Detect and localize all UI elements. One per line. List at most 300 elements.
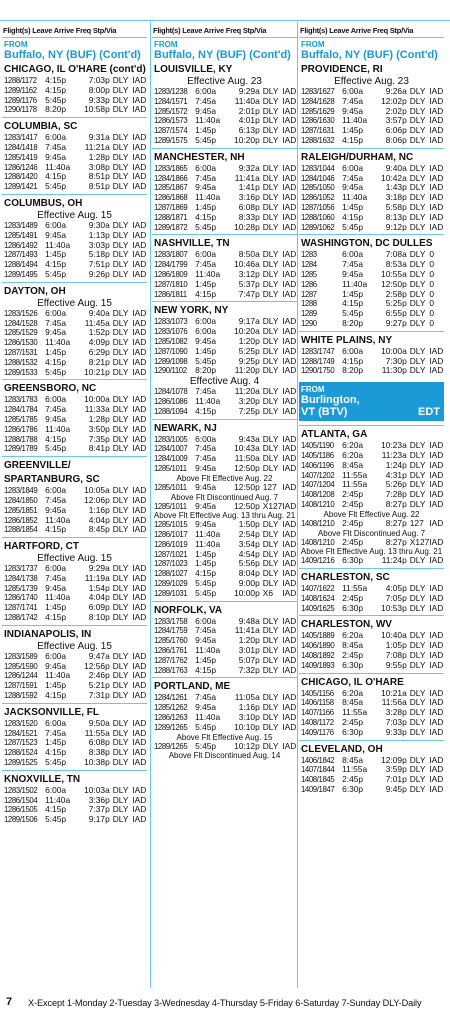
depart-time: 4:15p bbox=[342, 134, 364, 145]
effective-note: Effective Aug. 15 bbox=[37, 553, 112, 565]
flight-number: 1409/1216 bbox=[301, 556, 335, 566]
arrive-time: 10:21a bbox=[381, 687, 407, 698]
stops-via: 0 bbox=[429, 298, 434, 309]
destination-city: CHARLESTON, WV bbox=[301, 619, 392, 631]
depart-time: 7:45a bbox=[45, 404, 67, 415]
flight-number: 1285/1572 bbox=[154, 106, 188, 116]
depart-time: 2:45p bbox=[342, 774, 364, 785]
flight-row bbox=[2, 613, 147, 623]
arrive-time: 9:50a bbox=[88, 717, 110, 728]
frequency: DLY bbox=[409, 95, 426, 106]
flight-number: 1284 bbox=[301, 260, 317, 270]
frequency: DLY bbox=[409, 449, 426, 460]
depart-time: 7:45a bbox=[342, 172, 364, 183]
flight-number: 1289/1029 bbox=[154, 579, 188, 589]
flight-number: 1288/1592 bbox=[4, 691, 38, 701]
stops-via: IAD bbox=[282, 558, 297, 569]
arrive-time: 4:09p bbox=[88, 337, 110, 348]
frequency: DLY bbox=[262, 443, 279, 454]
frequency: DLY bbox=[262, 326, 279, 337]
flight-row bbox=[152, 366, 297, 376]
frequency: DLY bbox=[262, 288, 279, 299]
stops-via: IAD bbox=[429, 726, 444, 737]
destination-city: KNOXVILLE, TN bbox=[4, 773, 81, 785]
depart-time: 2:45p bbox=[342, 717, 364, 728]
frequency: DLY bbox=[112, 592, 129, 603]
frequency: 127 bbox=[409, 517, 424, 528]
depart-time: 6:00a bbox=[45, 394, 67, 405]
stops-via: IAD bbox=[132, 239, 147, 250]
depart-time: 1:45p bbox=[342, 288, 364, 299]
depart-time: 9:45a bbox=[45, 327, 67, 338]
depart-time: 1:45p bbox=[195, 558, 217, 569]
flight-number: 1283/1526 bbox=[4, 308, 38, 318]
stops-via: IAD bbox=[132, 504, 147, 515]
stops-via: IAD bbox=[132, 582, 147, 593]
arrive-time: 12:50p bbox=[234, 481, 260, 492]
depart-time: 8:20p bbox=[342, 365, 364, 376]
flight-number: 1286/1086 bbox=[154, 396, 188, 406]
depart-time: 1:45p bbox=[195, 548, 217, 559]
stops-via: IAD bbox=[429, 650, 444, 661]
stops-via: IAD bbox=[282, 721, 297, 732]
depart-time: 1:45p bbox=[45, 602, 67, 613]
stops-via: IAD bbox=[429, 221, 444, 232]
stops-via: IAD bbox=[282, 134, 297, 145]
arrive-time: 5:21p bbox=[88, 680, 110, 691]
frequency: DLY bbox=[262, 625, 279, 636]
arrive-time: 5:25p bbox=[238, 345, 260, 356]
depart-time: 11:40a bbox=[195, 538, 221, 549]
flight-number: 1405/1889 bbox=[301, 631, 335, 641]
stops-via: IAD bbox=[429, 469, 444, 480]
stops-via: IAD bbox=[429, 125, 444, 136]
flight-note: Above Flt Discontinued Aug. 7 bbox=[170, 492, 279, 502]
frequency: DLY bbox=[262, 635, 279, 646]
arrive-time: 3:10p bbox=[238, 712, 260, 723]
frequency: DLY bbox=[262, 278, 279, 289]
flight-number: 1283/1627 bbox=[301, 87, 335, 96]
depart-time: 6:30p bbox=[342, 784, 364, 795]
stops-via: IAD bbox=[282, 316, 297, 327]
flight-number: 1283/1502 bbox=[4, 785, 38, 795]
flight-row bbox=[299, 661, 444, 671]
frequency: DLY bbox=[262, 548, 279, 559]
depart-time: 5:45p bbox=[45, 757, 67, 768]
stops-via: IAD bbox=[132, 423, 147, 434]
page-number: 7 bbox=[6, 996, 13, 1008]
arrive-time: 5:07p bbox=[238, 654, 260, 665]
stops-via: IAD bbox=[132, 413, 147, 424]
arrive-time: 7:47p bbox=[238, 288, 260, 299]
arrive-time: 4:31p bbox=[385, 469, 407, 480]
stops-via: IAD bbox=[429, 583, 444, 594]
stops-via: IAD bbox=[132, 84, 147, 95]
effective-note: Effective Aug. 4 bbox=[189, 376, 260, 388]
arrive-time: 3:20p bbox=[238, 395, 260, 406]
effective-note: Effective Aug. 15 bbox=[37, 209, 112, 221]
flight-number: 1287/1574 bbox=[154, 126, 188, 136]
arrive-time: 9:40a bbox=[385, 162, 407, 173]
flight-number: 1283/1044 bbox=[301, 163, 335, 173]
frequency: DLY bbox=[409, 440, 426, 451]
depart-time: 6:00a bbox=[45, 563, 67, 574]
flight-number: 1284/1759 bbox=[154, 626, 188, 636]
flight-row bbox=[299, 223, 444, 233]
stops-via: IAD bbox=[132, 404, 147, 415]
stops-via: 0 bbox=[429, 249, 434, 260]
frequency: DLY bbox=[409, 259, 426, 270]
arrive-time: 10:46a bbox=[234, 259, 260, 270]
stops-via: IAD bbox=[282, 268, 297, 279]
depart-time: 4:15p bbox=[342, 355, 364, 366]
arrive-time: 7:05p bbox=[385, 592, 407, 603]
depart-time: 7:45a bbox=[195, 453, 217, 464]
timezone-label: EDT bbox=[418, 406, 440, 419]
section-divider bbox=[2, 625, 147, 626]
depart-time: 4:15p bbox=[45, 356, 67, 367]
section-divider bbox=[2, 379, 147, 380]
arrive-time: 10:05a bbox=[84, 485, 110, 496]
frequency: DLY bbox=[112, 404, 129, 415]
stops-via: IAD bbox=[282, 529, 297, 540]
origin-box bbox=[299, 382, 444, 421]
depart-time: 11:40a bbox=[45, 161, 71, 172]
arrive-time: 7:28p bbox=[385, 489, 407, 500]
frequency: DLY bbox=[262, 249, 279, 260]
frequency: DLY bbox=[409, 687, 426, 698]
stops-via: IAD bbox=[429, 687, 444, 698]
effective-note: Effective Aug. 15 bbox=[37, 297, 112, 309]
frequency: DLY bbox=[262, 268, 279, 279]
frequency: X127 bbox=[409, 536, 430, 547]
flight-number: 1284/1799 bbox=[154, 260, 188, 270]
depart-time: 5:45p bbox=[195, 721, 217, 732]
arrive-time: 9:48a bbox=[238, 615, 260, 626]
stops-via: IAD bbox=[429, 602, 444, 613]
arrive-time: 9:40a bbox=[88, 307, 110, 318]
stops-via: IAD bbox=[132, 727, 147, 738]
section-divider bbox=[2, 194, 147, 195]
origin-title bbox=[152, 49, 297, 61]
flight-number: 1406/1842 bbox=[301, 755, 335, 765]
frequency: DLY bbox=[409, 659, 426, 670]
arrive-time: 7:08a bbox=[385, 249, 407, 260]
frequency: DLY bbox=[409, 249, 426, 260]
frequency: DLY bbox=[262, 712, 279, 723]
flight-number: 1406/1158 bbox=[301, 698, 334, 708]
stops-via: IAD bbox=[132, 249, 147, 260]
flight-number: 1283/1238 bbox=[154, 87, 188, 96]
stops-via: IAD bbox=[429, 479, 444, 490]
frequency: DLY bbox=[262, 316, 279, 327]
arrive-time: 8:33p bbox=[238, 211, 260, 222]
stops-via: IAD bbox=[132, 737, 147, 748]
origin-title bbox=[299, 49, 444, 61]
flight-number: 1285/1629 bbox=[301, 106, 335, 116]
frequency: DLY bbox=[262, 615, 279, 626]
stops-via: IAD bbox=[282, 192, 297, 203]
section-divider bbox=[2, 537, 147, 538]
frequency: DLY bbox=[262, 578, 279, 589]
frequency: DLY bbox=[112, 132, 129, 143]
arrive-time: 11:56a bbox=[381, 697, 407, 708]
depart-time: 5:45p bbox=[45, 443, 67, 454]
depart-time: 9:45a bbox=[195, 702, 217, 713]
arrive-time: 3:36p bbox=[88, 794, 110, 805]
frequency: DLY bbox=[112, 259, 129, 270]
arrive-time: 3:50p bbox=[88, 423, 110, 434]
flight-number: 1285/1739 bbox=[4, 583, 38, 593]
stops-via: IAD bbox=[132, 317, 147, 328]
stops-via: IAD bbox=[429, 697, 444, 708]
arrive-time: 3:28p bbox=[385, 707, 407, 718]
arrive-time: 8:50a bbox=[238, 249, 260, 260]
frequency: DLY bbox=[409, 602, 426, 613]
frequency: DLY bbox=[262, 692, 279, 703]
arrive-time: 12:50p bbox=[381, 278, 407, 289]
frequency: DLY bbox=[112, 660, 129, 671]
section-divider bbox=[299, 425, 444, 426]
flight-number: 1283/1005 bbox=[154, 434, 188, 444]
flight-number: 1288/1524 bbox=[4, 748, 38, 758]
stops-via: IAD bbox=[282, 201, 297, 212]
frequency: DLY bbox=[409, 630, 426, 641]
origin-name: Burlington, bbox=[301, 394, 360, 407]
flight-number: 1283/1865 bbox=[154, 163, 188, 173]
frequency: DLY bbox=[262, 558, 279, 569]
depart-time: 5:45p bbox=[195, 134, 217, 145]
arrive-time: 3:01p bbox=[238, 645, 260, 656]
section-divider bbox=[2, 282, 147, 283]
arrive-time: 8:21p bbox=[88, 356, 110, 367]
depart-time: 9:45a bbox=[342, 268, 364, 279]
destination-city: CHARLESTON, SC bbox=[301, 572, 390, 584]
flight-number: 1407/1202 bbox=[301, 470, 335, 480]
flight-number: 1405/1190 bbox=[301, 441, 334, 451]
depart-time: 1:45p bbox=[195, 201, 217, 212]
arrive-time: 9:32a bbox=[238, 162, 260, 173]
flight-number: 1289/1265 bbox=[154, 722, 188, 732]
depart-time: 11:40a bbox=[45, 337, 71, 348]
depart-time: 5:45p bbox=[342, 308, 364, 319]
arrive-time: 9:33p bbox=[88, 94, 110, 105]
timetable-column-3 bbox=[299, 24, 444, 989]
flight-note: Above Flt Effective Aug. 22 bbox=[176, 473, 273, 483]
flight-number: 1284/1850 bbox=[4, 495, 38, 505]
frequency: DLY bbox=[112, 307, 129, 318]
arrive-time: 9:17p bbox=[88, 814, 110, 825]
arrive-time: 11:30p bbox=[381, 365, 407, 376]
arrive-time: 9:29a bbox=[88, 563, 110, 574]
frequency: DLY bbox=[112, 356, 129, 367]
frequency: DLY bbox=[409, 308, 426, 319]
arrive-time: 11:50a bbox=[234, 453, 260, 464]
stops-via: IAD bbox=[132, 443, 147, 454]
depart-time: 5:45p bbox=[45, 366, 67, 377]
arrive-time: 1:05p bbox=[385, 640, 407, 651]
frequency: DLY bbox=[262, 355, 279, 366]
stops-via: IAD bbox=[132, 660, 147, 671]
stops-via: IAD bbox=[132, 433, 147, 444]
flight-row bbox=[299, 136, 444, 146]
depart-time: 9:45a bbox=[342, 182, 364, 193]
stops-via: IAD bbox=[429, 630, 444, 641]
depart-time: 11:55a bbox=[342, 707, 368, 718]
frequency: DLY bbox=[262, 162, 279, 173]
stops-via: IAD bbox=[282, 86, 297, 96]
frequency: DLY bbox=[262, 86, 279, 96]
stops-via: IAD bbox=[429, 717, 444, 728]
stops-via: IAD bbox=[429, 162, 444, 173]
depart-time: 9:45a bbox=[45, 660, 67, 671]
flight-row bbox=[2, 368, 147, 378]
arrive-time: 4:01p bbox=[238, 115, 260, 126]
frequency: DLY bbox=[112, 337, 129, 348]
flight-number: 1283/1849 bbox=[4, 486, 38, 496]
flight-number: 1287/1869 bbox=[154, 202, 188, 212]
frequency: DLY bbox=[409, 498, 426, 509]
depart-time: 11:40a bbox=[195, 115, 221, 126]
depart-time: 4:15p bbox=[195, 211, 217, 222]
arrive-time: 10:23a bbox=[381, 440, 407, 451]
timetable-column-1 bbox=[2, 24, 147, 989]
arrive-time: 1:24p bbox=[385, 459, 407, 470]
arrive-time: 9:25p bbox=[238, 355, 260, 366]
stops-via: IAD bbox=[282, 615, 297, 626]
flight-number: 1287/1741 bbox=[4, 603, 38, 613]
flight-number: 1284/1784 bbox=[4, 405, 38, 415]
frequency: DLY bbox=[112, 141, 129, 152]
depart-time: 9:45a bbox=[45, 151, 67, 162]
depart-time: 11:40a bbox=[342, 115, 368, 126]
flight-number: 1288/1871 bbox=[154, 212, 188, 222]
stops-via: IAD bbox=[429, 95, 444, 106]
flight-number: 1283/1417 bbox=[4, 133, 38, 143]
stops-via: IAD bbox=[429, 640, 444, 651]
frequency: DLY bbox=[409, 182, 426, 193]
depart-time: 7:45a bbox=[45, 141, 67, 152]
depart-time: 11:40a bbox=[342, 192, 368, 203]
frequency: DLY bbox=[112, 181, 129, 192]
arrive-time: 2:54p bbox=[238, 529, 260, 540]
stops-via: IAD bbox=[282, 692, 297, 703]
flight-number: 1285/1419 bbox=[4, 152, 38, 162]
depart-time: 6:00a bbox=[195, 249, 217, 260]
arrive-time: 11:40a bbox=[234, 95, 260, 106]
flight-number: 1408/1892 bbox=[301, 651, 335, 661]
depart-time: 6:00a bbox=[45, 219, 67, 230]
frequency: DLY bbox=[262, 192, 279, 203]
stops-via: IAD bbox=[132, 161, 147, 172]
flight-number: 1289/1421 bbox=[4, 182, 38, 192]
arrive-time: 7:32p bbox=[238, 664, 260, 675]
flight-number: 1283/1737 bbox=[4, 564, 38, 574]
arrive-time: 3:18p bbox=[385, 192, 407, 203]
frequency: DLY bbox=[262, 645, 279, 656]
depart-time: 2:45p bbox=[342, 498, 364, 509]
frequency: DLY bbox=[112, 443, 129, 454]
flight-number: 1287 bbox=[301, 289, 317, 299]
stops-via: IAD bbox=[132, 814, 147, 825]
flight-number: 1287/1493 bbox=[4, 250, 38, 260]
frequency: DLY bbox=[112, 317, 129, 328]
flight-number: 1283/1073 bbox=[154, 317, 188, 327]
flight-number: 1409/1893 bbox=[301, 660, 335, 670]
frequency: DLY bbox=[409, 221, 426, 232]
depart-time: 11:40a bbox=[45, 670, 71, 681]
arrive-time: 4:54p bbox=[238, 548, 260, 559]
frequency: DLY bbox=[262, 221, 279, 232]
arrive-time: 2:02p bbox=[385, 105, 407, 116]
frequency: DLY bbox=[262, 568, 279, 579]
depart-time: 4:15p bbox=[342, 298, 364, 309]
depart-time: 7:45a bbox=[45, 494, 67, 505]
frequency: DLY bbox=[409, 754, 426, 765]
stops-via: IAD bbox=[132, 346, 147, 357]
flight-row bbox=[2, 270, 147, 280]
stops-via: 0 bbox=[429, 317, 434, 328]
flight-number: 1286/1740 bbox=[4, 593, 38, 603]
stops-via: IAD bbox=[282, 635, 297, 646]
arrive-time: 10:55a bbox=[381, 268, 407, 279]
depart-time: 11:40a bbox=[45, 423, 71, 434]
section-divider bbox=[2, 117, 147, 118]
arrive-time: 1:54p bbox=[88, 582, 110, 593]
stops-via: IAD bbox=[282, 548, 297, 559]
arrive-time: 11:05a bbox=[234, 692, 260, 703]
depart-time: 4:15p bbox=[45, 433, 67, 444]
stops-via: IAD bbox=[132, 327, 147, 338]
frequency: DLY bbox=[112, 485, 129, 496]
stops-via: IAD bbox=[282, 386, 297, 397]
depart-time: 9:45a bbox=[195, 462, 217, 473]
flight-number: 1285/1050 bbox=[301, 183, 335, 193]
stops-via: IAD bbox=[282, 538, 297, 549]
stops-via: IAD bbox=[132, 680, 147, 691]
flight-row bbox=[2, 182, 147, 192]
frequency: DLY bbox=[262, 172, 279, 183]
arrive-time: 4:05p bbox=[385, 583, 407, 594]
flight-number: 1287/1090 bbox=[154, 346, 188, 356]
stops-via: IAD bbox=[429, 774, 444, 785]
arrive-time: 4:04p bbox=[88, 592, 110, 603]
flight-number: 1286/1811 bbox=[154, 289, 187, 299]
arrive-time: 1:28p bbox=[88, 413, 110, 424]
frequency: DLY bbox=[409, 105, 426, 116]
flight-row bbox=[152, 589, 297, 599]
flight-number: 1408/1208 bbox=[301, 490, 335, 500]
flight-number: 1284/1738 bbox=[4, 573, 38, 583]
frequency: DLY bbox=[112, 784, 129, 795]
depart-time: 7:45a bbox=[195, 625, 217, 636]
depart-time: 11:40a bbox=[45, 592, 71, 603]
arrive-time: 7:08p bbox=[385, 650, 407, 661]
frequency: DLY bbox=[262, 115, 279, 126]
flight-number: 1285/1785 bbox=[4, 414, 38, 424]
flight-note: Above Flt Effective Aug. 13 thru Aug. 21 bbox=[300, 547, 443, 557]
flight-number: 1287/1810 bbox=[154, 279, 188, 289]
frequency: DLY bbox=[112, 794, 129, 805]
frequency: DLY bbox=[262, 335, 279, 346]
depart-time: 7:45a bbox=[195, 443, 217, 454]
depart-time: 7:45a bbox=[195, 259, 217, 270]
stops-via: IAD bbox=[282, 740, 297, 751]
frequency: DLY bbox=[409, 697, 426, 708]
flight-number: 1409/1176 bbox=[301, 727, 334, 737]
flight-number: 1284/1009 bbox=[154, 454, 188, 464]
arrive-time: 10:28p bbox=[234, 221, 260, 232]
